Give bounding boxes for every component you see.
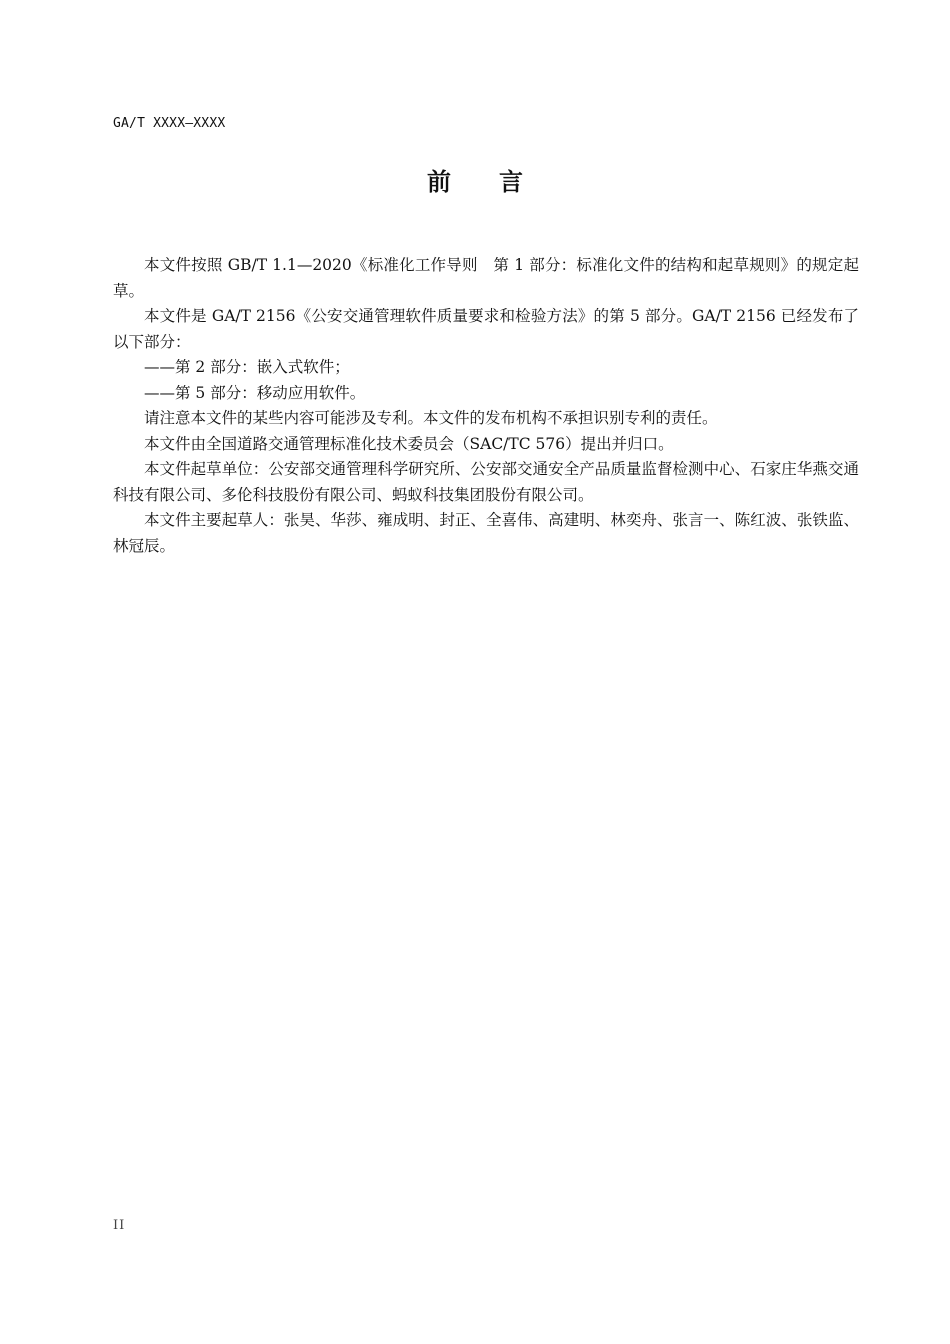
paragraph-drafters: 本文件主要起草人：张昊、华莎、雍成明、封正、全喜伟、高建明、林奕舟、张言一、陈红波、张铁监、林冠辰。: [113, 511, 859, 555]
paragraph-drafting-units: 本文件起草单位：公安部交通管理科学研究所、公安部交通安全产品质量监督检测中心、石家庄华燕交通科技有限公司、多伦科技股份有限公司、蚂蚁科技集团股份有限公司。: [113, 460, 859, 504]
list-item-part-2: ——第 2 部分：嵌入式软件；: [144, 358, 350, 376]
paragraph-patent-notice: 请注意本文件的某些内容可能涉及专利。本文件的发布机构不承担识别专利的责任。: [144, 409, 718, 427]
paragraph-proposer: 本文件由全国道路交通管理标准化技术委员会（SAC/TC 576）提出并归口。: [144, 434, 674, 453]
paragraph-drafting-rules: 本文件按照 GB/T 1.1—2020《标准化工作导则 第 1 部分：标准化文件的结构和起草规则》的规定起草。: [113, 256, 859, 300]
title-part-1: 前: [427, 168, 451, 196]
foreword-body: [113, 253, 859, 559]
document-code: GA/T XXXX—XXXX: [113, 116, 226, 131]
title-part-2: 言: [499, 168, 523, 196]
list-item-part-5: ——第 5 部分：移动应用软件。: [144, 383, 366, 402]
paragraph-part-info: 本文件是 GA/T 2156《公安交通管理软件质量要求和检验方法》的第 5 部分。GA/T 2156 已经发布了以下部分：: [113, 307, 859, 351]
page-title: [0, 162, 950, 197]
page-number: II: [113, 1218, 126, 1233]
